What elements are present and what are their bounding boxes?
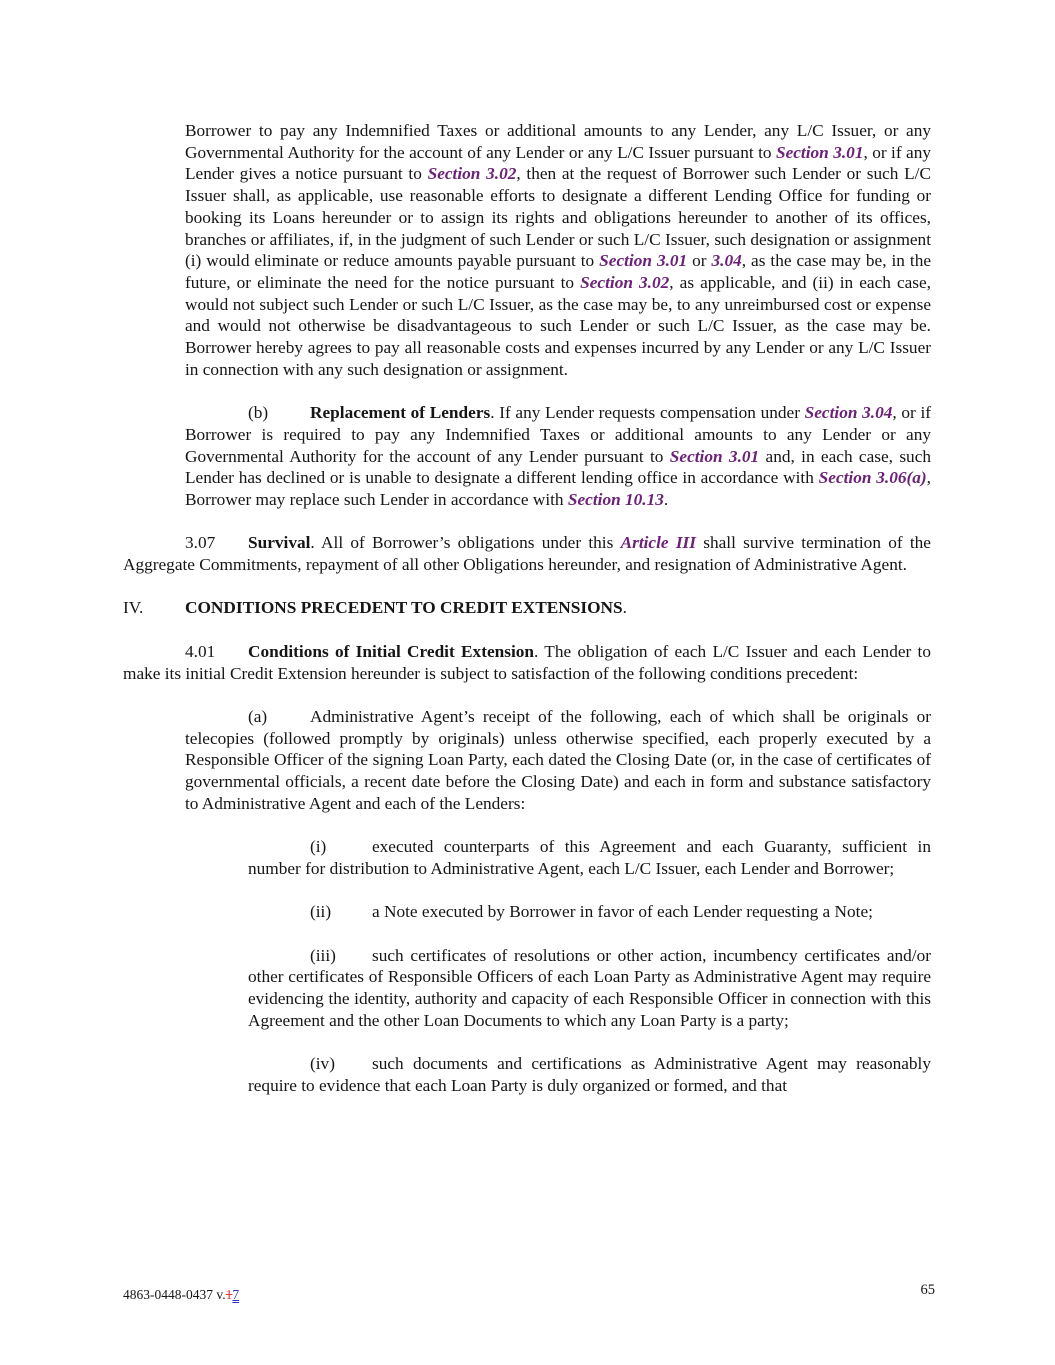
text-run: Borrower to pay any Indemnified Taxes or additional amounts to any Lender, any L/C Issuer, or any Governmental Authority for the account of any Lender or any L/C Issuer pursuant to <box>185 121 931 162</box>
text-run: , as applicable, and (ii) in each case, would not subject such Lender or such L/C Issuer, as the case may be, to any unreimbursed cost or expense and would not otherwise be disadvantageous to such Lender or such L/C Issuer, as the case may be. Borrower hereby agrees to pay all reasonable costs and expenses incurred by any Lender or any L/C Issuer in connection with any such designation or assignment. <box>185 272 932 379</box>
text-run: , or if any Lender gives a notice pursuant to <box>185 142 932 184</box>
paragraph-b-replacement-of-lenders <box>185 402 931 511</box>
text-run-deleted: 1 <box>225 1287 233 1302</box>
text-run-ref: Section 3.01 <box>775 142 864 162</box>
paragraph-marker: 3.07 <box>185 533 216 553</box>
text-run: shall survive termination of the Aggregate Commitments, repayment of all other Obligations hereunder, and resignation of Administrative Agent. <box>123 533 931 575</box>
text-run-ref: Article III <box>620 533 697 553</box>
footer-doc-id <box>123 1286 239 1303</box>
text-run: and, in each case, such Lender has declined or is unable to designate a different lending office in accordance with <box>185 446 932 488</box>
clause-ii-note <box>248 901 931 923</box>
paragraph-marker: IV. <box>123 598 144 618</box>
text-run: . All of Borrower’s obligations under this <box>310 533 621 553</box>
text-run: executed counterparts of this Agreement and each Guaranty, sufficient in number for distribution to Administrative Agent, each L/C Issuer, each Lender and Borrower; <box>248 837 931 878</box>
text-run: , or if Borrower is required to pay any Indemnified Taxes or additional amounts to any Lender or any Governmental Authority for the account of any Lender pursuant to <box>185 403 932 466</box>
text-run-ref: Section 3.02 <box>427 164 517 184</box>
document-body <box>123 120 931 1118</box>
text-run: such certificates of resolutions or other action, incumbency certificates and/or other certificates of Responsible Officers of each Loan Party as Administrative Agent may require evidencing the identity, authority and capacity of each Responsible Officer in connection with this Agreement and the other Loan Documents to which any Loan Party is a party; <box>248 945 931 1030</box>
article-iv-heading <box>123 597 931 619</box>
text-run-ref: 3.04 <box>711 251 742 271</box>
text-run: such documents and certifications as Administrative Agent may reasonably require to evidence that each Loan Party is duly organized or formed, and that <box>248 1054 931 1095</box>
text-run: , Borrower may replace such Lender in accordance with <box>185 468 931 509</box>
text-run: . If any Lender requests compensation under <box>490 403 805 423</box>
paragraph-marker: (i) <box>310 837 327 857</box>
section-4-01-conditions <box>123 641 931 684</box>
text-run-bold: CONDITIONS PRECEDENT TO CREDIT EXTENSIONS <box>185 598 623 618</box>
text-run-ref: Section 3.02 <box>580 272 670 292</box>
text-run: , as the case may be, in the future, or eliminate the need for the notice pursuant to <box>185 251 931 292</box>
clause-i-executed-counterparts <box>248 836 931 879</box>
text-run: a Note executed by Borrower in favor of each Lender requesting a Note; <box>372 902 873 922</box>
text-run-inserted: 7 <box>232 1287 240 1302</box>
text-run: or <box>687 251 712 271</box>
section-3-07-survival <box>123 532 931 575</box>
paragraph-marker: (ii) <box>310 902 332 922</box>
text-run-ref: Section 10.13 <box>567 489 664 509</box>
text-run: . <box>622 598 627 618</box>
text-run-bold: Replacement of Lenders <box>310 403 491 423</box>
paragraph-marker: (b) <box>248 403 269 423</box>
text-run-bold: Survival <box>248 533 311 553</box>
paragraph-marker: 4.01 <box>185 641 216 661</box>
clause-iv-documents-certifications <box>248 1053 931 1096</box>
paragraph-marker: (iv) <box>310 1054 335 1074</box>
page-number: 65 <box>920 1282 935 1298</box>
text-run: , then at the request of Borrower such Lender or such L/C Issuer shall, as applicable, use reasonable efforts to designate a different Lending Office for funding or booking its Loans hereunder or to assign its rights and obligations hereunder to another of its offices, branches or affiliates, if, in the judgment of such Lender or such L/C Issuer, such designation or assignment (i) would eliminate or reduce amounts payable pursuant to <box>185 164 931 271</box>
text-run-ref: Section 3.01 <box>599 251 688 271</box>
text-run-bold: Conditions of Initial Credit Extension <box>248 641 535 661</box>
text-run: . <box>663 489 669 509</box>
text-run: . The obligation of each L/C Issuer and each Lender to make its initial Credit Extension hereunder is subject to satisfaction of the following conditions precedent: <box>123 641 931 683</box>
text-run: Administrative Agent’s receipt of the following, each of which shall be originals or telecopies (followed promptly by originals) unless otherwise specified, each properly executed by a Responsible Officer of the signing Loan Party, each dated the Closing Date (or, in the case of certificates of governmental officials, a recent date before the Closing Date) and each in form and substance satisfactory to Administrative Agent and each of the Lenders: <box>185 706 931 813</box>
paragraph-a-administrative-agents-receipt <box>185 706 931 815</box>
text-run-ref: Section 3.04 <box>804 403 893 423</box>
paragraph-marker: (a) <box>248 706 268 726</box>
paragraph-marker: (iii) <box>310 945 336 965</box>
clause-iii-certificates <box>248 945 931 1032</box>
text-run-ref: Section 3.01 <box>669 446 760 466</box>
continuation-paragraph <box>185 120 931 380</box>
text-run: 4863-0448-0437 v. <box>123 1287 226 1302</box>
text-run-ref: Section 3.06(a) <box>818 468 927 488</box>
